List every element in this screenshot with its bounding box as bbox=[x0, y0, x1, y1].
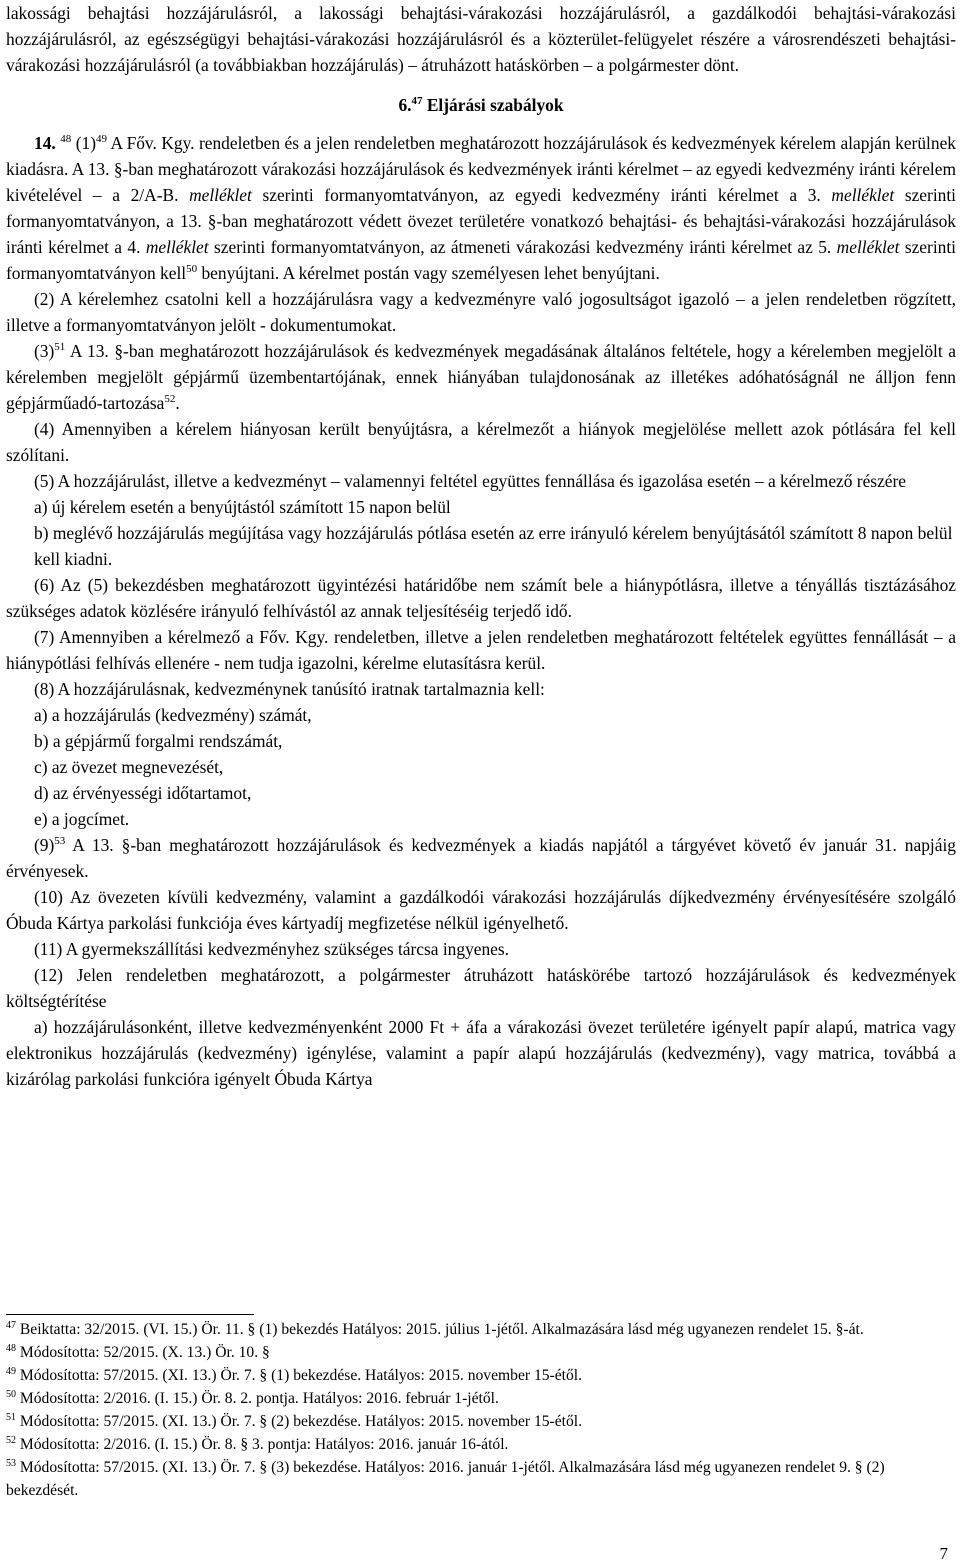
footnotes bbox=[6, 1318, 956, 1502]
paragraph-14-8: (8) A hozzájárulásnak, kedvezménynek tanúsító iratnak tartalmaznia kell: bbox=[34, 679, 545, 699]
paragraph-14-9: $(9)^{53}$ A 13. §-ban meghatározott hozzájárulások és kedvezmények a kiadás napjától a tárgyévet követő év január 31. napjáig érvényesek. bbox=[6, 835, 956, 881]
list-item: a) a hozzájárulás (kedvezmény) számát, bbox=[34, 705, 312, 725]
footnote-ref: 52 bbox=[164, 393, 176, 405]
footnote-divider bbox=[6, 1314, 254, 1315]
paragraph-14-2: (2) A kérelemhez csatolni kell a hozzájárulásra vagy a kedvezményre való jogosultságot igazoló – a jelen rendeletben rögzített, illetve a formanyomtatványon jelölt - dokumentumokat. bbox=[6, 289, 956, 335]
list-item: b) a gépjármű forgalmi rendszámát, bbox=[34, 731, 283, 751]
paragraph-14-7: (7) Amennyiben a kérelmező a Főv. Kgy. rendeletben, illetve a jelen rendeletben meghatározott feltételek együttes fennállását – a hiánypótlási felhívás ellenére - nem tudja igazolni, kérelme elutasításra kerül. bbox=[6, 627, 956, 673]
footnote: $^{47}$ Beiktatta: 32/2015. (VI. 15.) Ör. 11. § (1) bekezdés Hatályos: 2015. július 1-jétől. Alkalmazására lásd még ugyanezen rendelet 15. §-át. bbox=[6, 1320, 864, 1338]
heading-title: Eljárási szabályok bbox=[422, 95, 564, 115]
paragraph-14-10: (10) Az övezeten kívüli kedvezmény, valamint a gazdálkodói várakozási hozzájárulás díjkedvezmény érvényesítésére szolgáló Óbuda Kártya parkolási funkciója éves kártyadíj megfizetése nélkül igényelhető. bbox=[6, 887, 956, 933]
footnote-ref: 53 bbox=[54, 835, 66, 847]
list-item: b) meglévő hozzájárulás megújítása vagy hozzájárulás pótlása esetén az erre irányuló kérelem benyújtásától számított 8 napon belül bbox=[34, 523, 953, 543]
footnote-ref: 50 bbox=[186, 263, 198, 275]
footnote: $^{48}$ Módosította: 52/2015. (X. 13.) Ör. 10. § bbox=[6, 1343, 270, 1361]
intro-paragraph: lakossági behajtási hozzájárulásról, a lakossági behajtási-várakozási hozzájárulásról, a gazdálkodói behajtási-várakozási hozzájárulásról, az egészségügyi behajtási-várakozási hozzájárulásról és a közterület-felügyelet részére a városrendészeti behajtási-várakozási hozzájárulásról (a továbbiakban hozzájárulás) – átruházott hatáskörben – a polgármester dönt. bbox=[6, 3, 956, 75]
footnote-ref: 49 bbox=[95, 133, 107, 145]
paragraph-14-5: (5) A hozzájárulást, illetve a kedvezményt – valamennyi feltétel együttes fennállása és igazolása esetén – a kérelmező részére bbox=[34, 471, 907, 491]
paragraph-14-4: (4) Amennyiben a kérelem hiányosan került benyújtásra, a kérelmezőt a hiányok megjelölése mellett azok pótlására fel kell szólítani. bbox=[6, 419, 956, 465]
section-number: 14. bbox=[34, 133, 56, 153]
footnote-ref: 48 bbox=[60, 133, 72, 145]
list-item: a) új kérelem esetén a benyújtástól számított 15 napon belül bbox=[34, 497, 451, 517]
paragraph-14-12: (12) Jelen rendeletben meghatározott, a polgármester átruházott hatáskörébe tartozó hozzájárulások és kedvezmények költségtérítése bbox=[6, 965, 956, 1011]
paragraph-14-3: $(3)^{51}$ A 13. §-ban meghatározott hozzájárulások és kedvezmények megadásának általános feltétele, hogy a kérelemben megjelölt a kérelemben megjelölt gépjármű üzembentartójának, ennek hiányában tulajdonosának az illetékes adóhatóságnál ne álljon fenn gépjárműadó-tartozása$^{52}$. bbox=[6, 341, 956, 413]
paragraph-14-11: (11) A gyermekszállítási kedvezményhez szükséges tárcsa ingyenes. bbox=[34, 939, 510, 959]
footnote-ref: 51 bbox=[54, 341, 66, 353]
footnote: $^{51}$ Módosította: 57/2015. (XI. 13.) Ör. 7. § (2) bekezdése. Hatályos: 2015. november 15-étől. bbox=[6, 1412, 583, 1430]
body-text bbox=[6, 0, 956, 1092]
footnote: $^{49}$ Módosította: 57/2015. (XI. 13.) Ör. 7. § (1) bekezdése. Hatályos: 2015. november 15-étől. bbox=[6, 1366, 583, 1384]
footnote: $^{52}$ Módosította: 2/2016. (I. 15.) Ör. 8. § 3. pontja: Hatályos: 2016. január 16-ától. bbox=[6, 1435, 509, 1453]
list-item: d) az érvényességi időtartamot, bbox=[34, 783, 252, 803]
paragraph-14-6: (6) Az (5) bekezdésben meghatározott ügyintézési határidőbe nem számít bele a hiánypótlásra, illetve a tényállás tisztázásához szükséges adatok közlésére irányuló felhívástól az annak teljesítéséig terjedő idő. bbox=[6, 575, 956, 621]
list-item: e) a jogcímet. bbox=[34, 809, 130, 829]
footnote: $^{53}$ Módosította: 57/2015. (XI. 13.) Ör. 7. § (3) bekezdése. Hatályos: 2016. január 1-jétől. Alkalmazására lásd még ugyanezen rendelet 9. § (2) bekezdését. bbox=[6, 1458, 885, 1499]
list-item: kell kiadni. bbox=[34, 549, 113, 569]
heading-number: 6. bbox=[398, 95, 412, 115]
page-number: 7 bbox=[939, 1544, 948, 1563]
section-heading bbox=[6, 92, 956, 118]
list-item: c) az övezet megnevezését, bbox=[34, 757, 224, 777]
footnote: $^{50}$ Módosította: 2/2016. (I. 15.) Ör. 8. 2. pontja. Hatályos: 2016. február 1-jétől. bbox=[6, 1389, 499, 1407]
footnote-ref: 47 bbox=[411, 95, 423, 107]
paragraph-14-1: 14. $^{48}$ $(1)^{49}$ A Főv. Kgy. rendeletben és a jelen rendeletben meghatározott hozzájárulások és kedvezmények kérelem alapján kerülnek kiadásra. A 13. §-ban meghatározott várakozási hozzájárulások és kedvezmények iránti kérelmet – az egyedi kedvezmény iránti kérelem kivételével – a 2/A-B. melléklet szerinti formanyomtatványon, az egyedi kedvezmény iránti kérelmet a 3. melléklet szerinti formanyomtatványon, a 13. §-ban meghatározott védett övezet területére vonatkozó behajtási- és behajtási-várakozási hozzájárulások iránti kérelmet a 4. melléklet szerinti formanyomtatványon, az átmeneti várakozási kedvezmény iránti kérelmet az 5. melléklet szerinti formanyomtatványon kell$^{50}$ benyújtani. A kérelmet postán vagy személyesen lehet benyújtani. bbox=[6, 133, 957, 283]
list-item: a) hozzájárulásonként, illetve kedvezményenként 2000 Ft + áfa a várakozási övezet területére igényelt papír alapú, matrica vagy elektronikus hozzájárulás (kedvezmény) igénylése, valamint a papír alapú hozzájárulás (kedvezmény), vagy matrica, továbbá a kizárólag parkolási funkcióra igényelt Óbuda Kártya bbox=[6, 1017, 956, 1089]
